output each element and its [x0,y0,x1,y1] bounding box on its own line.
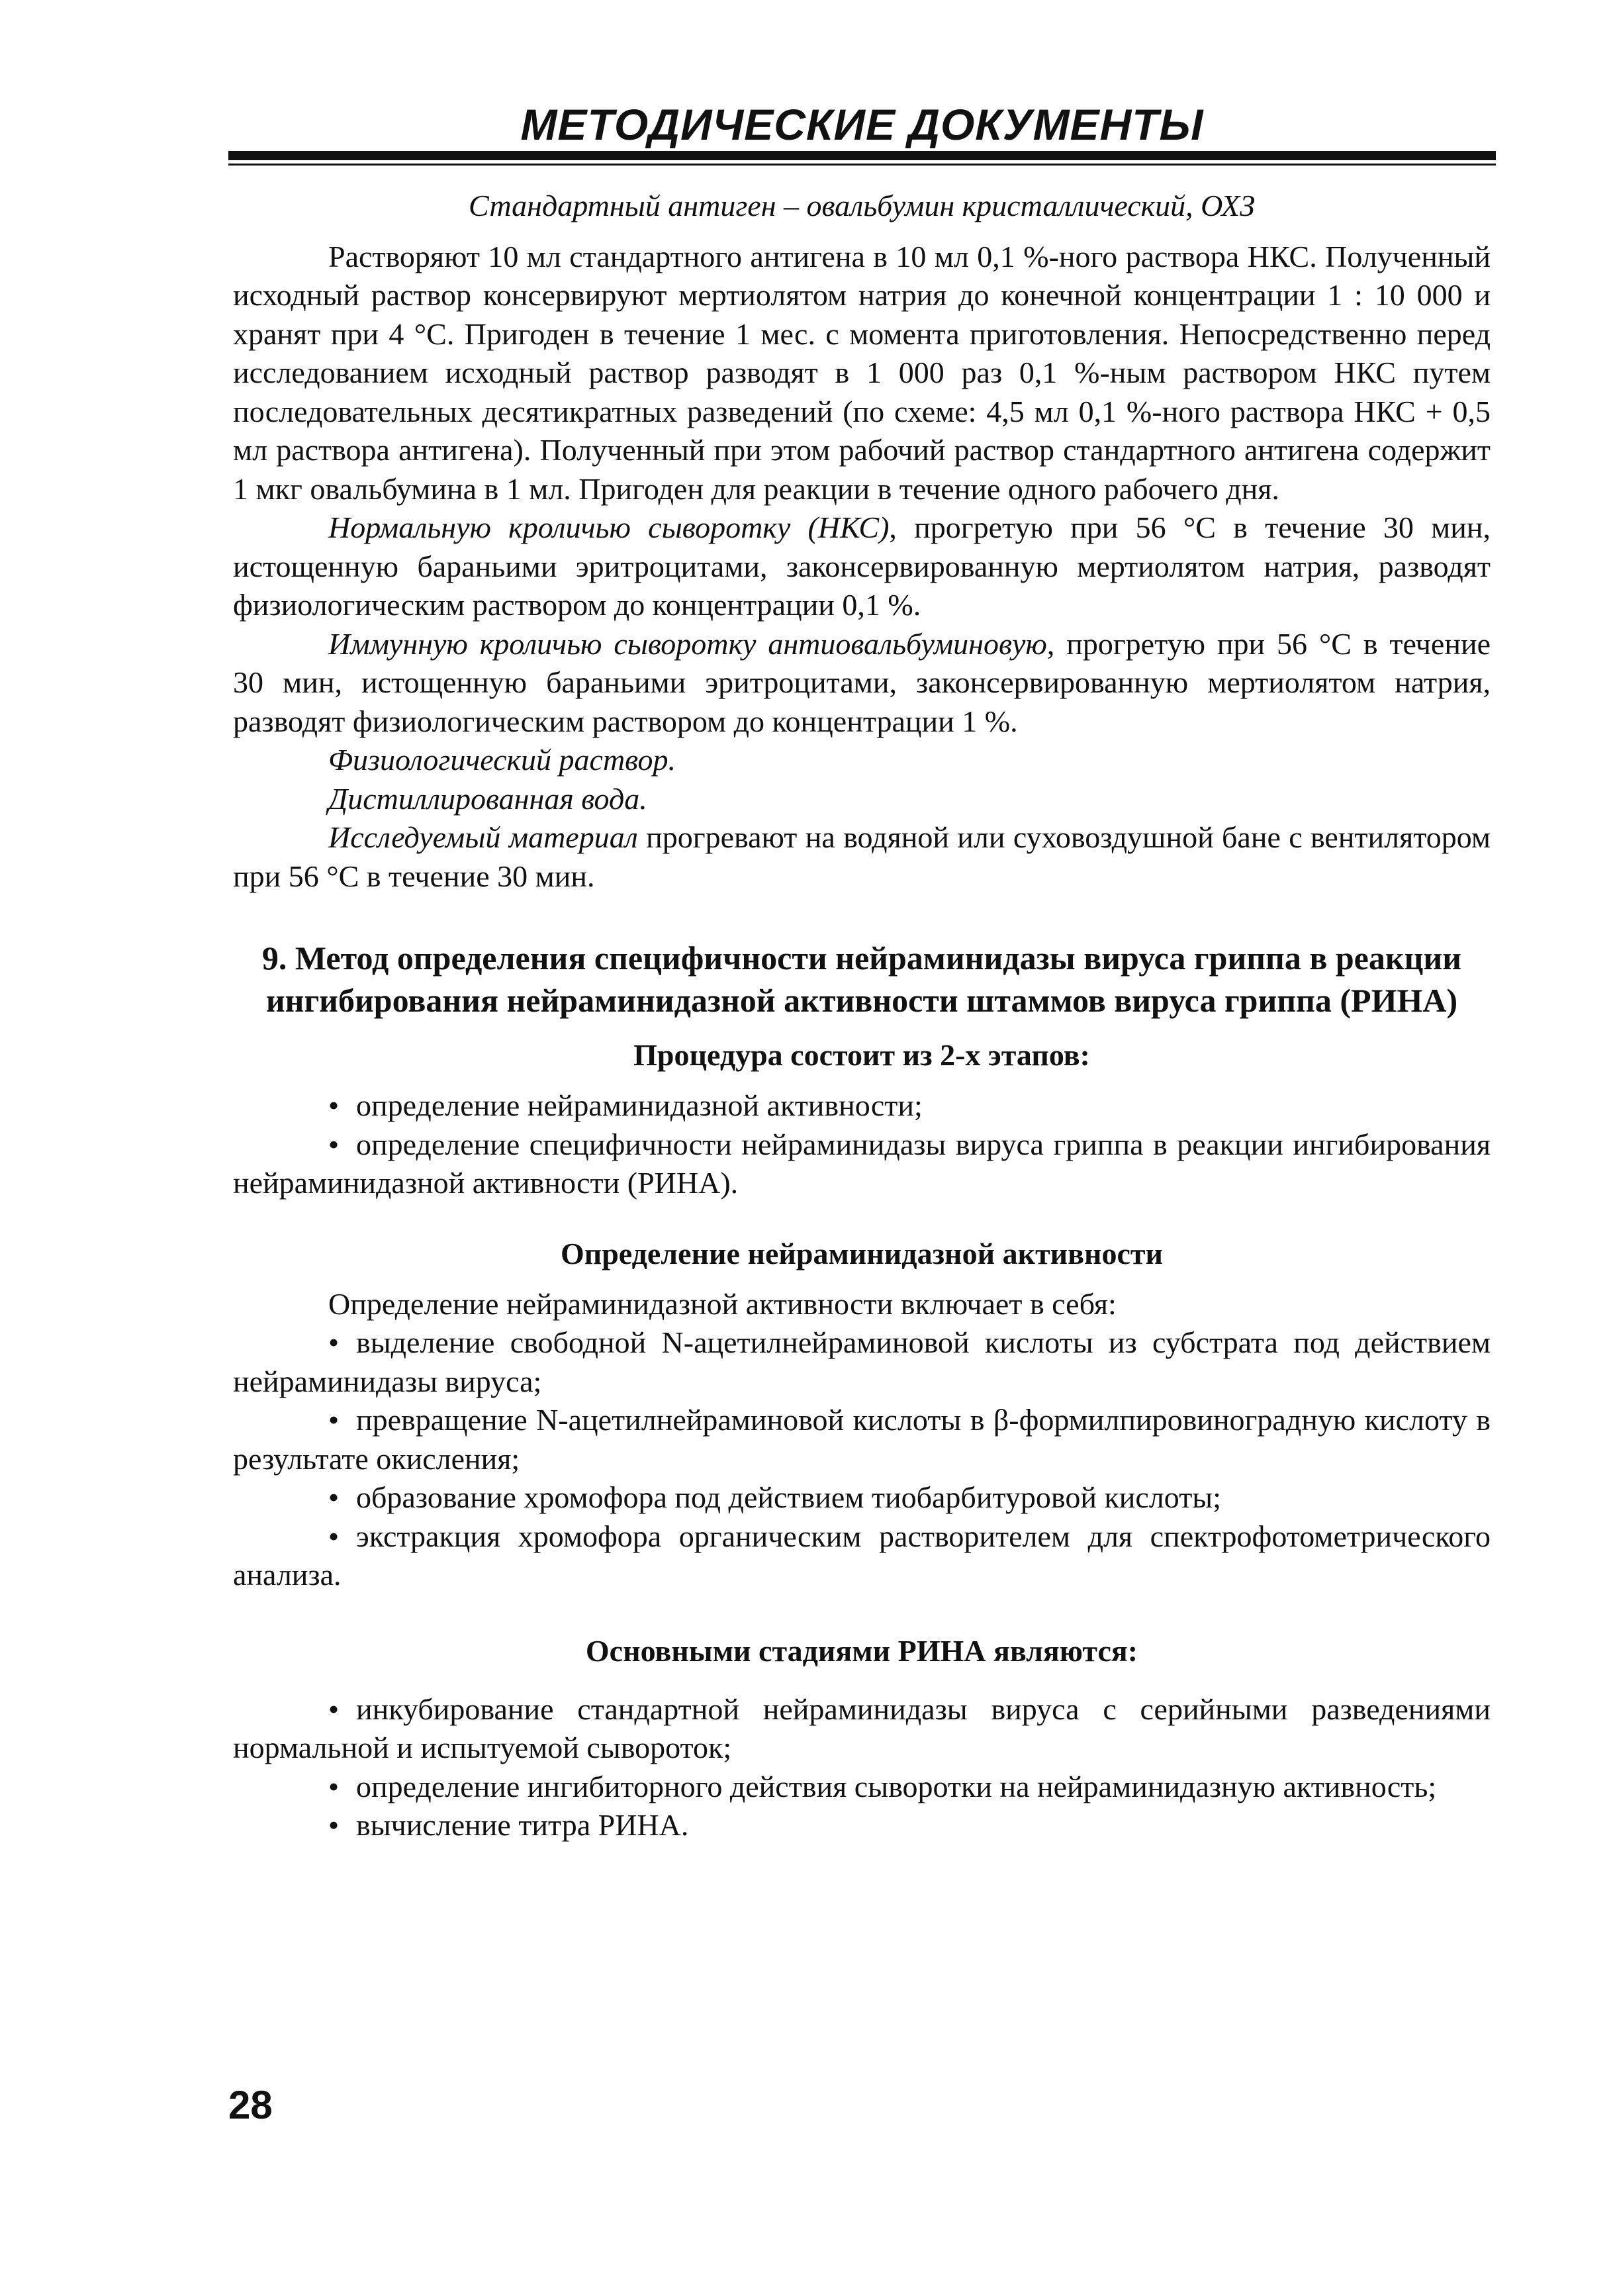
list-item: • выделение свободной N-ацетилнейраминовой кислоты из субстрата под действием нейраминидазы вируса; [233,1323,1491,1401]
list-item: • определение ингибиторного действия сыворотки на нейраминидазную активность; [233,1768,1491,1807]
page-number: 28 [228,2083,273,2127]
rina-heading: Основными стадиями РИНА являются: [585,1633,1138,1668]
bullet-icon: • [328,1519,340,1553]
list-item: • превращение N-ацетилнейраминовой кислоты в β-формилпировиноградную кислоту в результате окисления; [233,1401,1491,1478]
bullet-icon: • [328,1480,340,1514]
list-item: • инкубирование стандартной нейраминидазы вируса с серийными разведениями нормальной и испытуемой сывороток; [233,1690,1491,1768]
list-item: • образование хромофора под действием тиобарбитуровой кислоты; [233,1478,1491,1517]
nks-term: Нормальную кроличью сыворотку (НКС) [328,510,890,544]
bullet-icon: • [328,1325,340,1359]
header-rule-thick [228,151,1496,160]
na-heading: Определение нейраминидазной активности [560,1236,1164,1270]
list-item: • определение нейраминидазной активности; [233,1086,1491,1125]
bullet-icon: • [328,1769,340,1803]
list-item: • вычисление титра РИНА. [233,1806,1491,1845]
saline-paragraph [233,741,1491,780]
water-paragraph [233,780,1491,819]
immune-serum-paragraph [233,625,1491,741]
header-rule-thin [228,164,1496,166]
material-term: Исследуемый материал [328,820,638,854]
list-item: • экстракция хромофора органическим растворителем для спектрофотометрического анализа. [233,1517,1491,1595]
nks-text: , прогретую при 56 °С в течение 30 мин, истощенную бараньими эритроцитами, законсервированную мертиолятом натрия, разводят физиологическим раствором до концентрации 0,1 %. [233,510,1491,622]
antigen-subtitle: Стандартный антиген – овальбумин кристаллический, ОХЗ [469,189,1255,222]
section-title: 9. Метод определения специфичности нейраминидазы вируса гриппа в реакции ингибирования нейраминидазной активности штаммов вируса гриппа (РИНА) [261,939,1462,1019]
page-body [233,187,1491,1845]
saline-term: Физиологический раствор. [328,743,676,777]
running-header: МЕТОДИЧЕСКИЕ ДОКУМЕНТЫ [520,100,1204,149]
antigen-paragraph: Растворяют 10 мл стандартного антигена в 10 мл 0,1 %-ного раствора НКС. Полученный исходный раствор консервируют мертиолятом натрия до конечной концентрации 1 : 10 000 и хранят при 4 °С. Пригоден в течение 1 мес. с момента приготовления. Непосредственно перед исследованием исходный раствор разводят в 1 000 раз 0,1 %-ным раствором НКС путем последовательных десятикратных разведений (по схеме: 4,5 мл 0,1 %-ного раствора НКС + 0,5 мл раствора антигена). Полученный при этом рабочий раствор стандартного антигена содержит 1 мкг овальбумина в 1 мл. Пригоден для реакции в течение одного рабочего дня. [233,239,1491,506]
bullet-icon: • [328,1088,340,1122]
bullet-icon: • [328,1692,340,1726]
material-text: прогревают на водяной или суховоздушной бане с вентилятором при 56 °С в течение 30 мин. [233,820,1491,893]
na-intro: Определение нейраминидазной активности включает в себя: [328,1286,1117,1321]
list-item: • определение специфичности нейраминидазы вируса гриппа в реакции ингибирования нейраминидазной активности (РИНА). [233,1125,1491,1203]
water-term: Дистиллированная вода. [328,781,647,816]
bullet-icon: • [328,1127,340,1161]
bullet-icon: • [328,1403,340,1437]
immune-serum-term: Иммунную кроличью сыворотку антиовальбуминовую [328,626,1047,661]
stages-heading: Процедура состоит из 2-х этапов: [633,1038,1090,1072]
immune-serum-text: , прогретую при 56 °С в течение 30 мин, истощенную бараньими эритроцитами, законсервированную мертиолятом натрия, разводят физиологическим раствором до концентрации 1 %. [233,626,1491,738]
material-paragraph [233,818,1491,896]
bullet-icon: • [328,1808,340,1842]
nks-paragraph [233,508,1491,625]
